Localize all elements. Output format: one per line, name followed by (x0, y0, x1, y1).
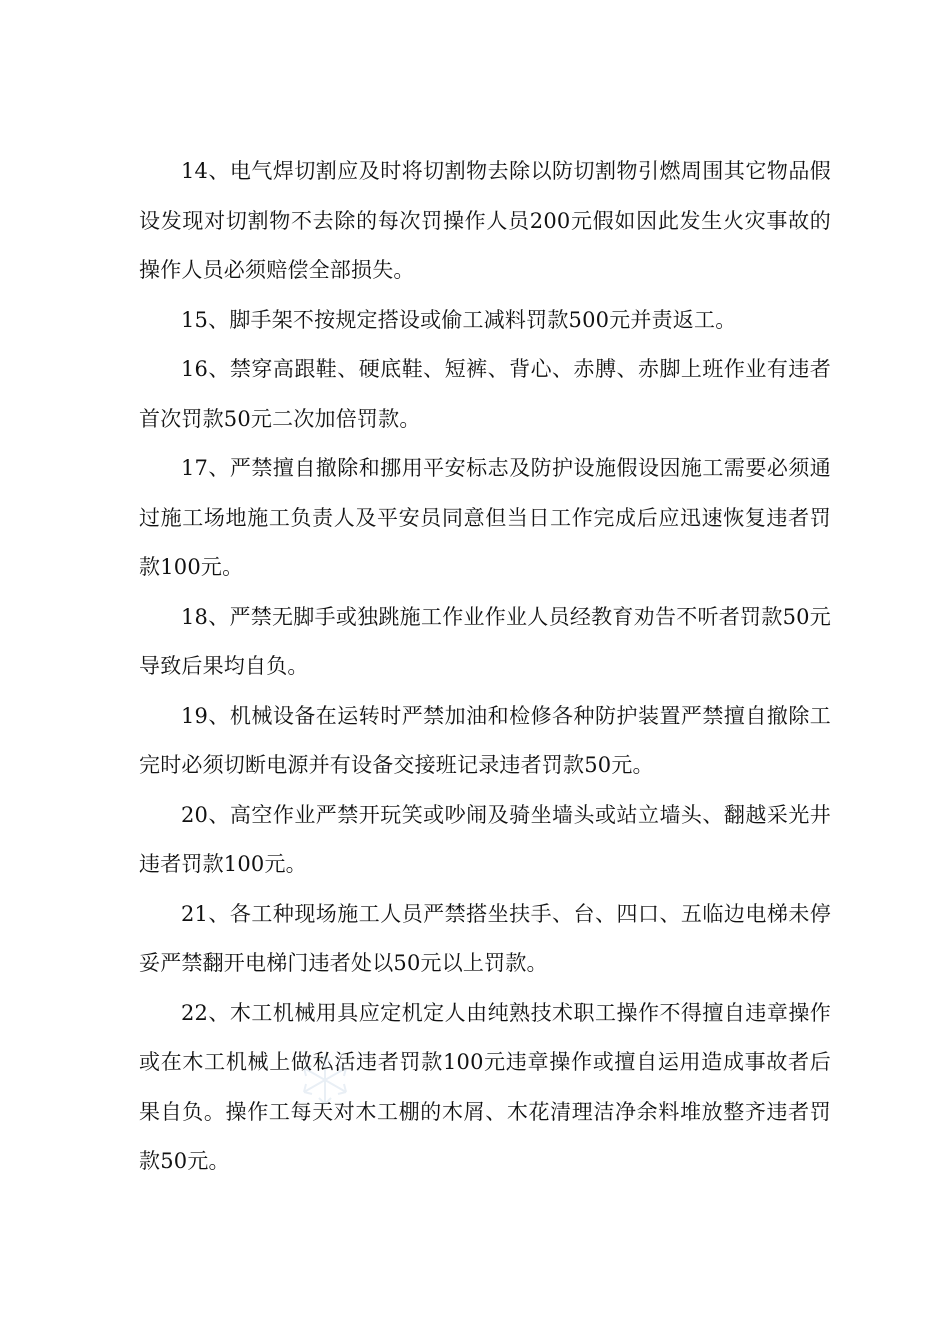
paragraph-rule-20: 20、高空作业严禁开玩笑或吵闹及骑坐墙头或站立墙头、翻越采光井违者罚款100元。 (139, 802, 831, 876)
paragraph-rule-22: 22、木工机械用具应定机定人由纯熟技术职工操作不得擅自违章操作或在木工机械上做私活违者罚款100元违章操作或擅自运用造成事故者后果自负。操作工每天对木工棚的木屑、木花清理洁净余料堆放整齐违者罚款50元。 (139, 1000, 831, 1173)
paragraph-rule-14: 14、电气焊切割应及时将切割物去除以防切割物引燃周围其它物品假设发现对切割物不去除的每次罚操作人员200元假如因此发生火灾事故的操作人员必须赔偿全部损失。 (139, 159, 831, 282)
paragraph-rule-18: 18、严禁无脚手或独跳施工作业作业人员经教育劝告不听者罚款50元导致后果均自负。 (139, 604, 831, 678)
document-body (139, 147, 831, 1187)
paragraph-rule-16: 16、禁穿高跟鞋、硬底鞋、短裤、背心、赤膊、赤脚上班作业有违者首次罚款50元二次加倍罚款。 (139, 357, 831, 431)
watermark-logo-icon (290, 1050, 360, 1110)
paragraph-rule-15: 15、脚手架不按规定搭设或偷工减料罚款500元并责返工。 (181, 307, 737, 332)
paragraph-rule-19: 19、机械设备在运转时严禁加油和检修各种防护装置严禁擅自撤除工完时必须切断电源并有设备交接班记录违者罚款50元。 (139, 703, 831, 777)
paragraph-rule-17: 17、严禁擅自撤除和挪用平安标志及防护设施假设因施工需要必须通过施工场地施工负责人及平安员同意但当日工作完成后应迅速恢复违者罚款100元。 (139, 456, 831, 579)
paragraph-rule-21: 21、各工种现场施工人员严禁搭坐扶手、台、四口、五临边电梯未停妥严禁翻开电梯门违者处以50元以上罚款。 (139, 901, 831, 975)
